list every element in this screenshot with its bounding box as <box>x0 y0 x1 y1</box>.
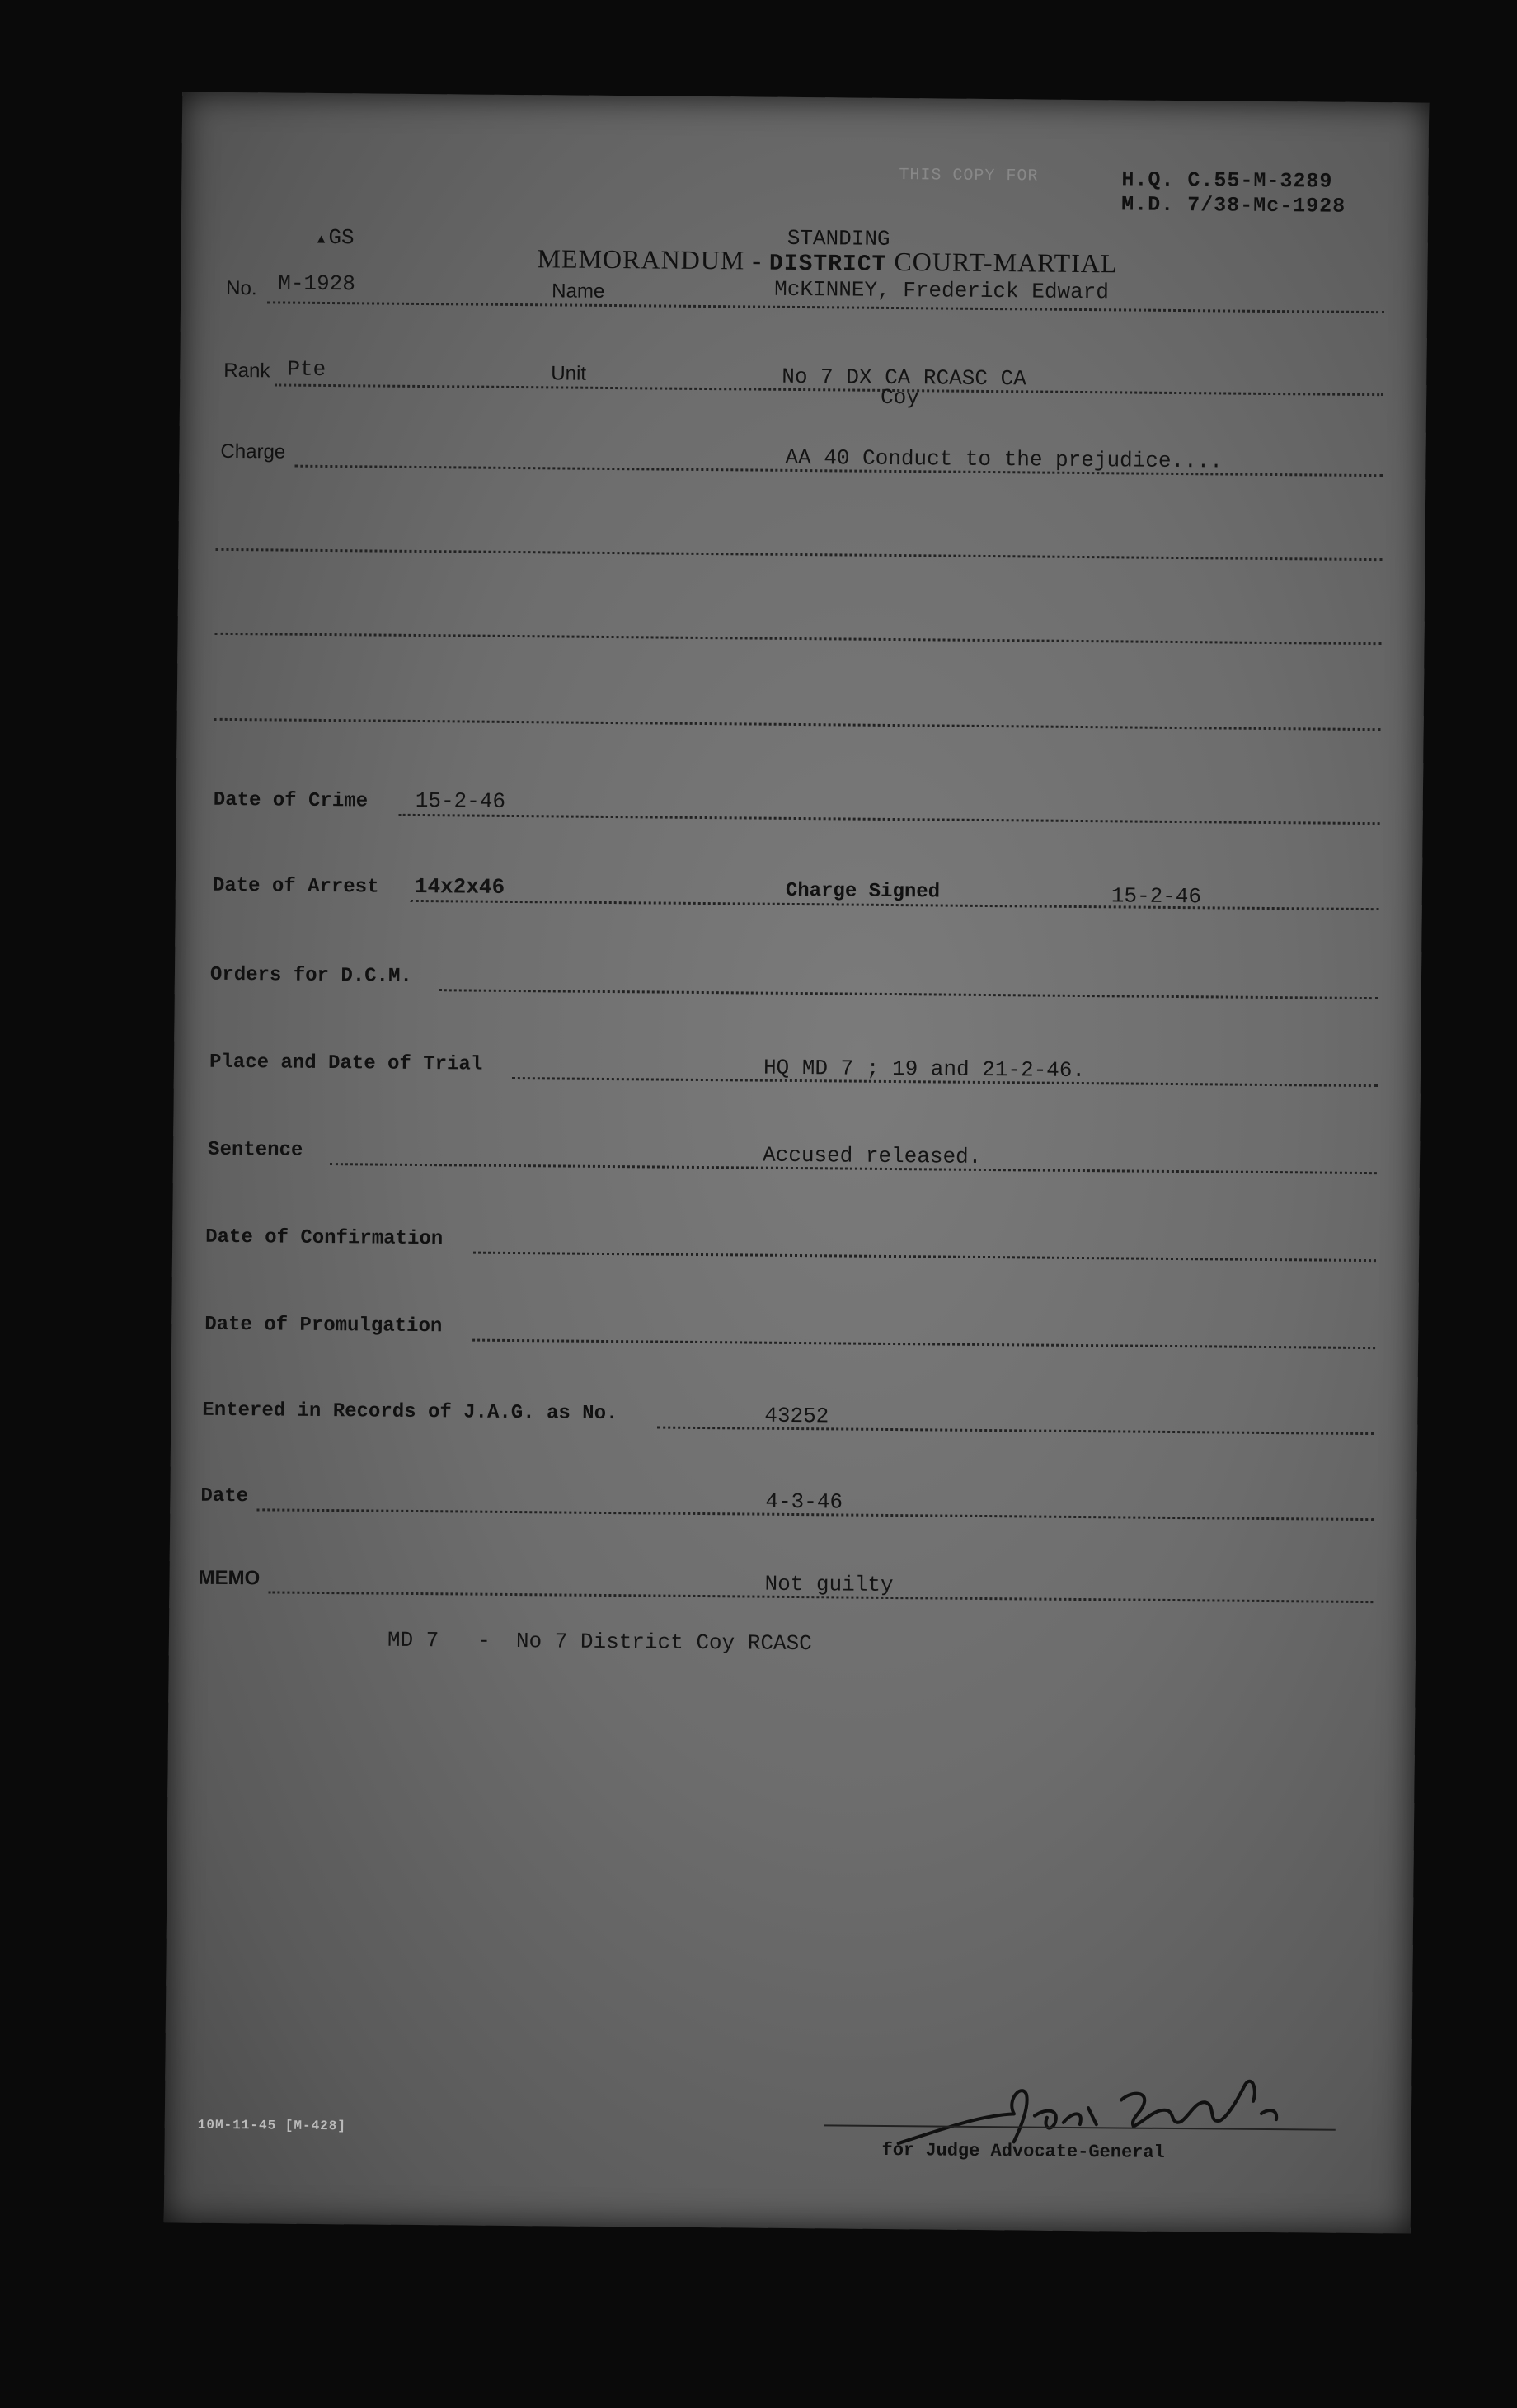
charge-dotted-line-2 <box>215 548 1382 561</box>
row-orders <box>175 943 1421 1003</box>
faint-stamp: THIS COPY FOR <box>899 166 1039 186</box>
charge-signed-label: Charge Signed <box>785 879 941 904</box>
date-value: 4-3-46 <box>765 1489 843 1515</box>
row-confirmation <box>172 1205 1419 1265</box>
row-sentence <box>173 1117 1420 1178</box>
date-of-crime-value: 15-2-46 <box>415 788 506 814</box>
confirmation-label: Date of Confirmation <box>205 1225 444 1251</box>
memorandum-form <box>164 92 1429 2233</box>
row-memo <box>169 1546 1416 1606</box>
charge-dotted-line-4 <box>214 718 1381 731</box>
charge-continuation-1 <box>178 504 1425 564</box>
row-charge <box>179 420 1425 480</box>
gs-mark: ▲ GS <box>317 225 355 250</box>
no-label: No. <box>226 276 257 300</box>
title-prefix: MEMORANDUM <box>537 243 745 275</box>
date-label: Date <box>200 1484 249 1508</box>
row-place-of-trial <box>174 1030 1421 1090</box>
row-number-name <box>181 256 1427 317</box>
promulgation-label: Date of Promulgation <box>204 1313 443 1338</box>
sentence-label: Sentence <box>207 1138 303 1162</box>
row-date-of-crime <box>176 768 1423 828</box>
date-of-arrest-label: Date of Arrest <box>212 874 379 899</box>
confirmation-dotted-line <box>473 1252 1376 1263</box>
name-value: McKINNEY, Frederick Edward <box>774 276 1110 305</box>
row-date-of-arrest <box>176 854 1422 914</box>
form-code: 10M-11-45 [M-428] <box>197 2117 347 2134</box>
place-label: Place and Date of Trial <box>209 1051 483 1076</box>
unit-value: No 7 DX CA RCASC CA <box>782 364 1026 392</box>
charge-signed-value: 15-2-46 <box>1111 883 1202 910</box>
row-jag-records <box>171 1378 1417 1438</box>
row-rank-unit <box>180 339 1426 399</box>
charge-dotted-line-3 <box>215 633 1382 645</box>
memo-label: MEMO <box>198 1566 261 1590</box>
row-date <box>170 1464 1416 1524</box>
title-inserted-word: STANDING <box>787 225 890 252</box>
orders-label: Orders for D.C.M. <box>209 963 412 988</box>
date-of-crime-dotted-line <box>399 814 1380 825</box>
rank-value: Pte <box>287 356 326 382</box>
promulgation-dotted-line <box>472 1339 1375 1350</box>
charge-continuation-3 <box>177 674 1424 734</box>
hq-reference: H.Q. C.55-M-3289 <box>1121 167 1333 194</box>
charge-continuation-2 <box>178 588 1425 648</box>
title-struck-word: DISTRICT <box>768 251 887 278</box>
title-separator: - <box>752 245 763 275</box>
entered-label: Entered in Records of J.A.G. as No. <box>202 1399 618 1426</box>
entered-value: 43252 <box>764 1403 829 1429</box>
row-promulgation <box>171 1292 1418 1352</box>
distribution-line: MD 7 - No 7 District Coy RCASC <box>387 1627 812 1657</box>
signature-caption: for Judge Advocate-General <box>881 2139 1165 2163</box>
memo-value: Not guilty <box>764 1571 894 1598</box>
sentence-value: Accused released. <box>762 1142 982 1169</box>
md-reference: M.D. 7/38-Mc-1928 <box>1121 192 1346 219</box>
title-suffix: COURT-MARTIAL <box>894 246 1118 279</box>
date-of-crime-label: Date of Crime <box>213 788 369 813</box>
unit-label: Unit <box>551 362 587 385</box>
date-of-arrest-value: 14x2x46 <box>414 873 505 900</box>
orders-dotted-line <box>439 989 1378 999</box>
name-label: Name <box>552 280 605 303</box>
unit-insert: Coy <box>880 384 920 411</box>
no-value: M-1928 <box>278 270 356 297</box>
place-value: HQ MD 7 ; 19 and 21-2-46. <box>763 1055 1086 1084</box>
no-dotted-line <box>267 301 1384 313</box>
charge-value: AA 40 Conduct to the prejudice.... <box>785 444 1223 474</box>
rank-label: Rank <box>223 359 270 383</box>
charge-label: Charge <box>220 440 286 463</box>
